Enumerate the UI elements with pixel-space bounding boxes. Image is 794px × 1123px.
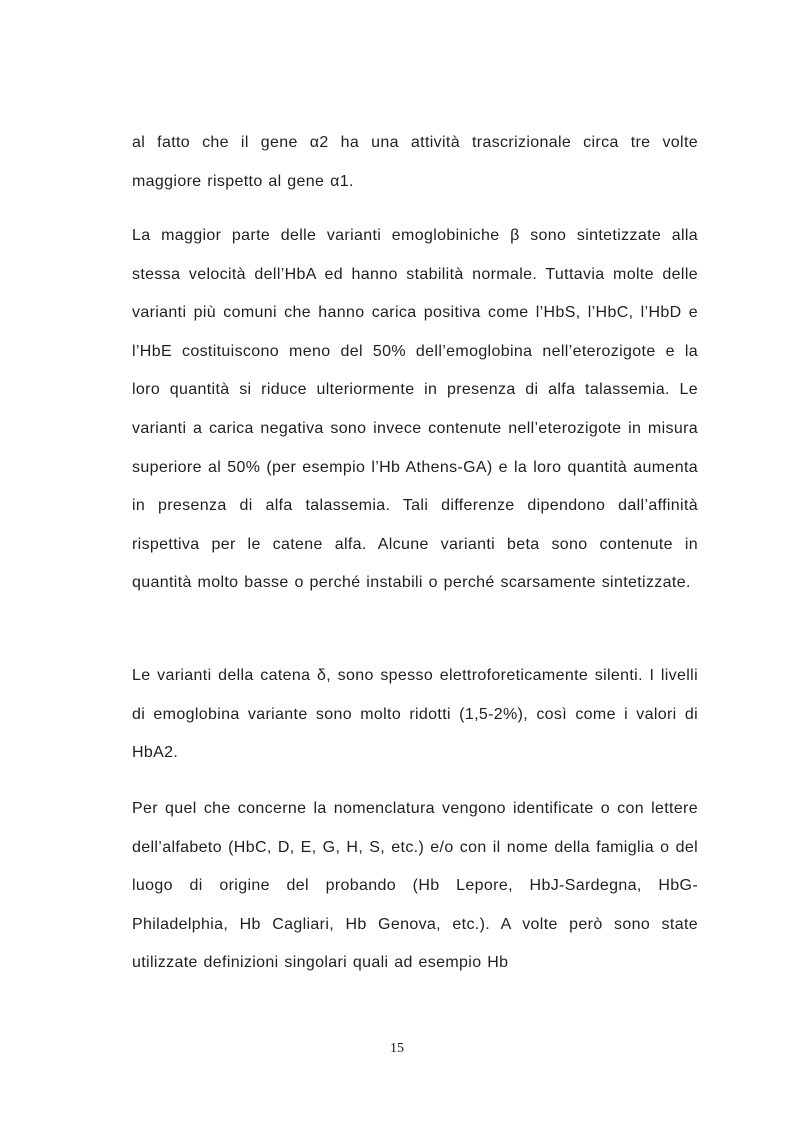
paragraph-nomenclature — [132, 790, 698, 983]
paragraph-text: al fatto che il gene α2 ha una attività trascrizionale circa tre volte maggiore rispetto al gene α1. — [132, 134, 698, 190]
paragraph-text: Le varianti della catena δ, sono spesso elettroforeticamente silenti. I livelli di emoglobina variante sono molto ridotti (1,5-2%), così come i valori di HbA2. — [132, 667, 698, 762]
paragraph-delta-variants — [132, 657, 698, 773]
paragraph-text: La maggior parte delle varianti emoglobiniche β sono sintetizzate alla stessa velocità dell’HbA ed hanno stabilità normale. Tuttavia molte delle varianti più comuni che hanno carica positiva come l’HbS, l’HbC, l’HbD e l’HbE costituiscono meno del 50% dell’emoglobina nell’eterozigote e la loro quantità si riduce ulteriormente in presenza di alfa talassemia. Le varianti a carica negativa sono invece contenute nell’eterozigote in misura superiore al 50% (per esempio l’Hb Athens-GA) e la loro quantità aumenta in presenza di alfa talassemia. Tali differenze dipendono dall’affinità rispettiva per le catene alfa. Alcune varianti beta sono contenute in quantità molto basse o perché instabili o perché scarsamente sintetizzate. — [132, 227, 698, 592]
paragraph-alpha-gene — [132, 124, 698, 201]
paragraph-beta-variants — [132, 217, 698, 603]
paragraph-text: Per quel che concerne la nomenclatura vengono identificate o con lettere dell’alfabeto (HbC, D, E, G, H, S, etc.) e/o con il nome della famiglia o del luogo di origine del probando (Hb Lepore, HbJ-Sardegna, HbG-Philadelphia, Hb Cagliari, Hb Genova, etc.). A volte però sono state utilizzate definizioni singolari quali ad esempio Hb — [132, 800, 698, 972]
page-number: 15 — [390, 1041, 404, 1056]
